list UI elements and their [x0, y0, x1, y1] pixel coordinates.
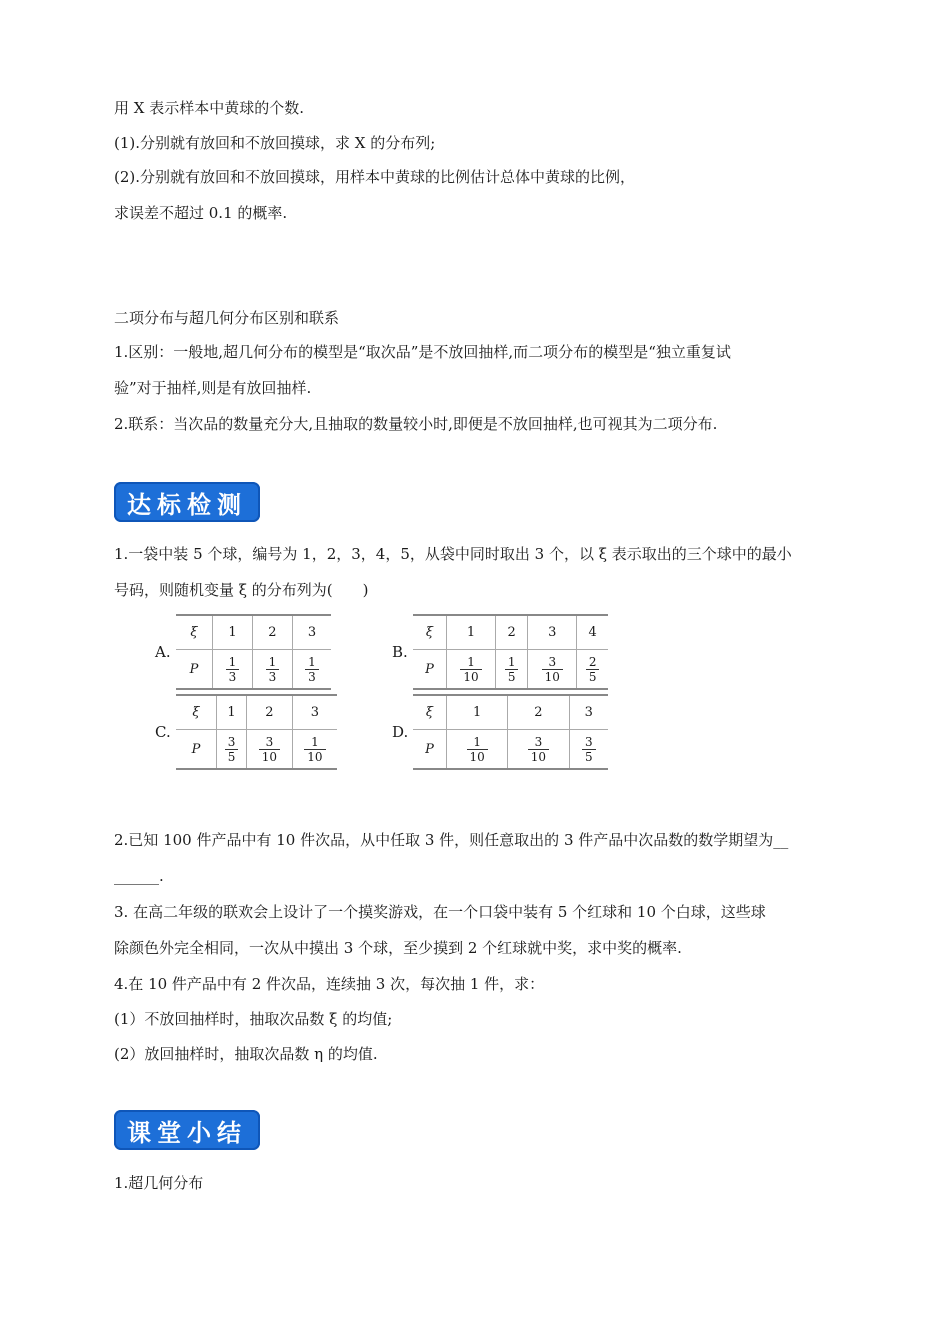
option-d-label[interactable]: D. [392, 723, 409, 741]
value-cell: 3 [569, 695, 608, 730]
probability-fraction: $\frac{3}{10}$ [542, 655, 563, 684]
q2-line-2: ______. [114, 867, 164, 885]
summary-item-1: 1.超几何分布 [114, 1174, 204, 1192]
value-cell: 1 [447, 695, 508, 730]
probability-fraction: $\frac{1}{10}$ [304, 735, 325, 764]
value-cell: 1 [447, 615, 496, 650]
value-cell: 3 [292, 615, 331, 650]
q1-line-2: 号码，则随机变量 ξ 的分布列为( ) [114, 581, 369, 599]
probability-fraction: $\frac{1}{5}$ [505, 655, 519, 684]
probability-fraction: $\frac{1}{3}$ [305, 655, 319, 684]
relation-title: 二项分布与超几何分布区别和联系 [114, 309, 340, 327]
q3-line-1: 3. 在高二年级的联欢会上设计了一个摸奖游戏，在一个口袋中装有 5 个红球和 10 个白球，这些球 [114, 903, 766, 921]
probability-fraction: $\frac{2}{5}$ [586, 655, 600, 684]
top-line-2: (1).分别就有放回和不放回摸球，求 X 的分布列; [114, 134, 436, 152]
probability-fraction: $\frac{1}{10}$ [467, 735, 488, 764]
probability-fraction: $\frac{3}{10}$ [259, 735, 280, 764]
value-cell: 1 [213, 615, 253, 650]
probability-fraction: $\frac{1}{3}$ [266, 655, 280, 684]
top-line-1: 用 X 表示样本中黄球的个数. [114, 99, 304, 117]
option-a-label[interactable]: A. [155, 643, 171, 661]
option-b-label[interactable]: B. [392, 643, 408, 661]
xi-header: ξ [413, 695, 447, 730]
p-header: P [413, 650, 447, 690]
probability-fraction: $\frac{3}{5}$ [582, 735, 596, 764]
option-d-table [413, 694, 608, 770]
q4-line-3: (2）放回抽样时，抽取次品数 η 的均值. [114, 1045, 378, 1063]
value-cell: 4 [577, 615, 608, 650]
probability-fraction: $\frac{3}{5}$ [225, 735, 239, 764]
value-cell: 2 [247, 695, 293, 730]
value-cell: 2 [508, 695, 569, 730]
q4-line-1: 4.在 10 件产品中有 2 件次品，连续抽 3 次，每次抽 1 件，求： [114, 975, 545, 993]
q3-line-2: 除颜色外完全相同，一次从中摸出 3 个球，至少摸到 2 个红球就中奖，求中奖的概率. [114, 939, 682, 957]
q2-line-1: 2.已知 100 件产品中有 10 件次品，从中任取 3 件，则任意取出的 3 件产品中次品数的数学期望为__ [114, 831, 789, 849]
value-cell: 3 [528, 615, 577, 650]
option-c-label[interactable]: C. [155, 723, 171, 741]
p-header: P [413, 730, 447, 770]
p-header: P [176, 730, 217, 770]
xi-header: ξ [413, 615, 447, 650]
value-cell: 2 [496, 615, 528, 650]
value-cell: 2 [252, 615, 292, 650]
p-header: P [176, 650, 213, 690]
xi-header: ξ [176, 695, 217, 730]
section-badge-test: 达标检测 [114, 482, 260, 522]
relation-diff-line-2: 验”对于抽样,则是有放回抽样. [114, 379, 312, 397]
q4-line-2: (1）不放回抽样时，抽取次品数 ξ 的均值; [114, 1010, 393, 1028]
option-b-table [413, 614, 608, 690]
section-badge-summary: 课堂小结 [114, 1110, 260, 1150]
value-cell: 1 [217, 695, 247, 730]
probability-fraction: $\frac{3}{10}$ [528, 735, 549, 764]
option-c-table [176, 694, 337, 770]
probability-fraction: $\frac{1}{10}$ [460, 655, 481, 684]
top-line-3: (2).分别就有放回和不放回摸球，用样本中黄球的比例估计总体中黄球的比例， [114, 168, 636, 186]
value-cell: 3 [292, 695, 337, 730]
q1-line-1: 1.一袋中装 5 个球，编号为 1，2，3，4，5，从袋中同时取出 3 个，以 ξ 表示取出的三个球中的最小 [114, 545, 792, 563]
xi-header: ξ [176, 615, 213, 650]
option-a-table [176, 614, 331, 690]
relation-diff-line-1: 1.区别：一般地,超几何分布的模型是“取次品”是不放回抽样,而二项分布的模型是“独立重复试 [114, 343, 731, 361]
relation-link: 2.联系：当次品的数量充分大,且抽取的数量较小时,即便是不放回抽样,也可视其为二项分布. [114, 415, 718, 433]
probability-fraction: $\frac{1}{3}$ [226, 655, 240, 684]
top-line-4: 求误差不超过 0.1 的概率. [114, 204, 288, 222]
